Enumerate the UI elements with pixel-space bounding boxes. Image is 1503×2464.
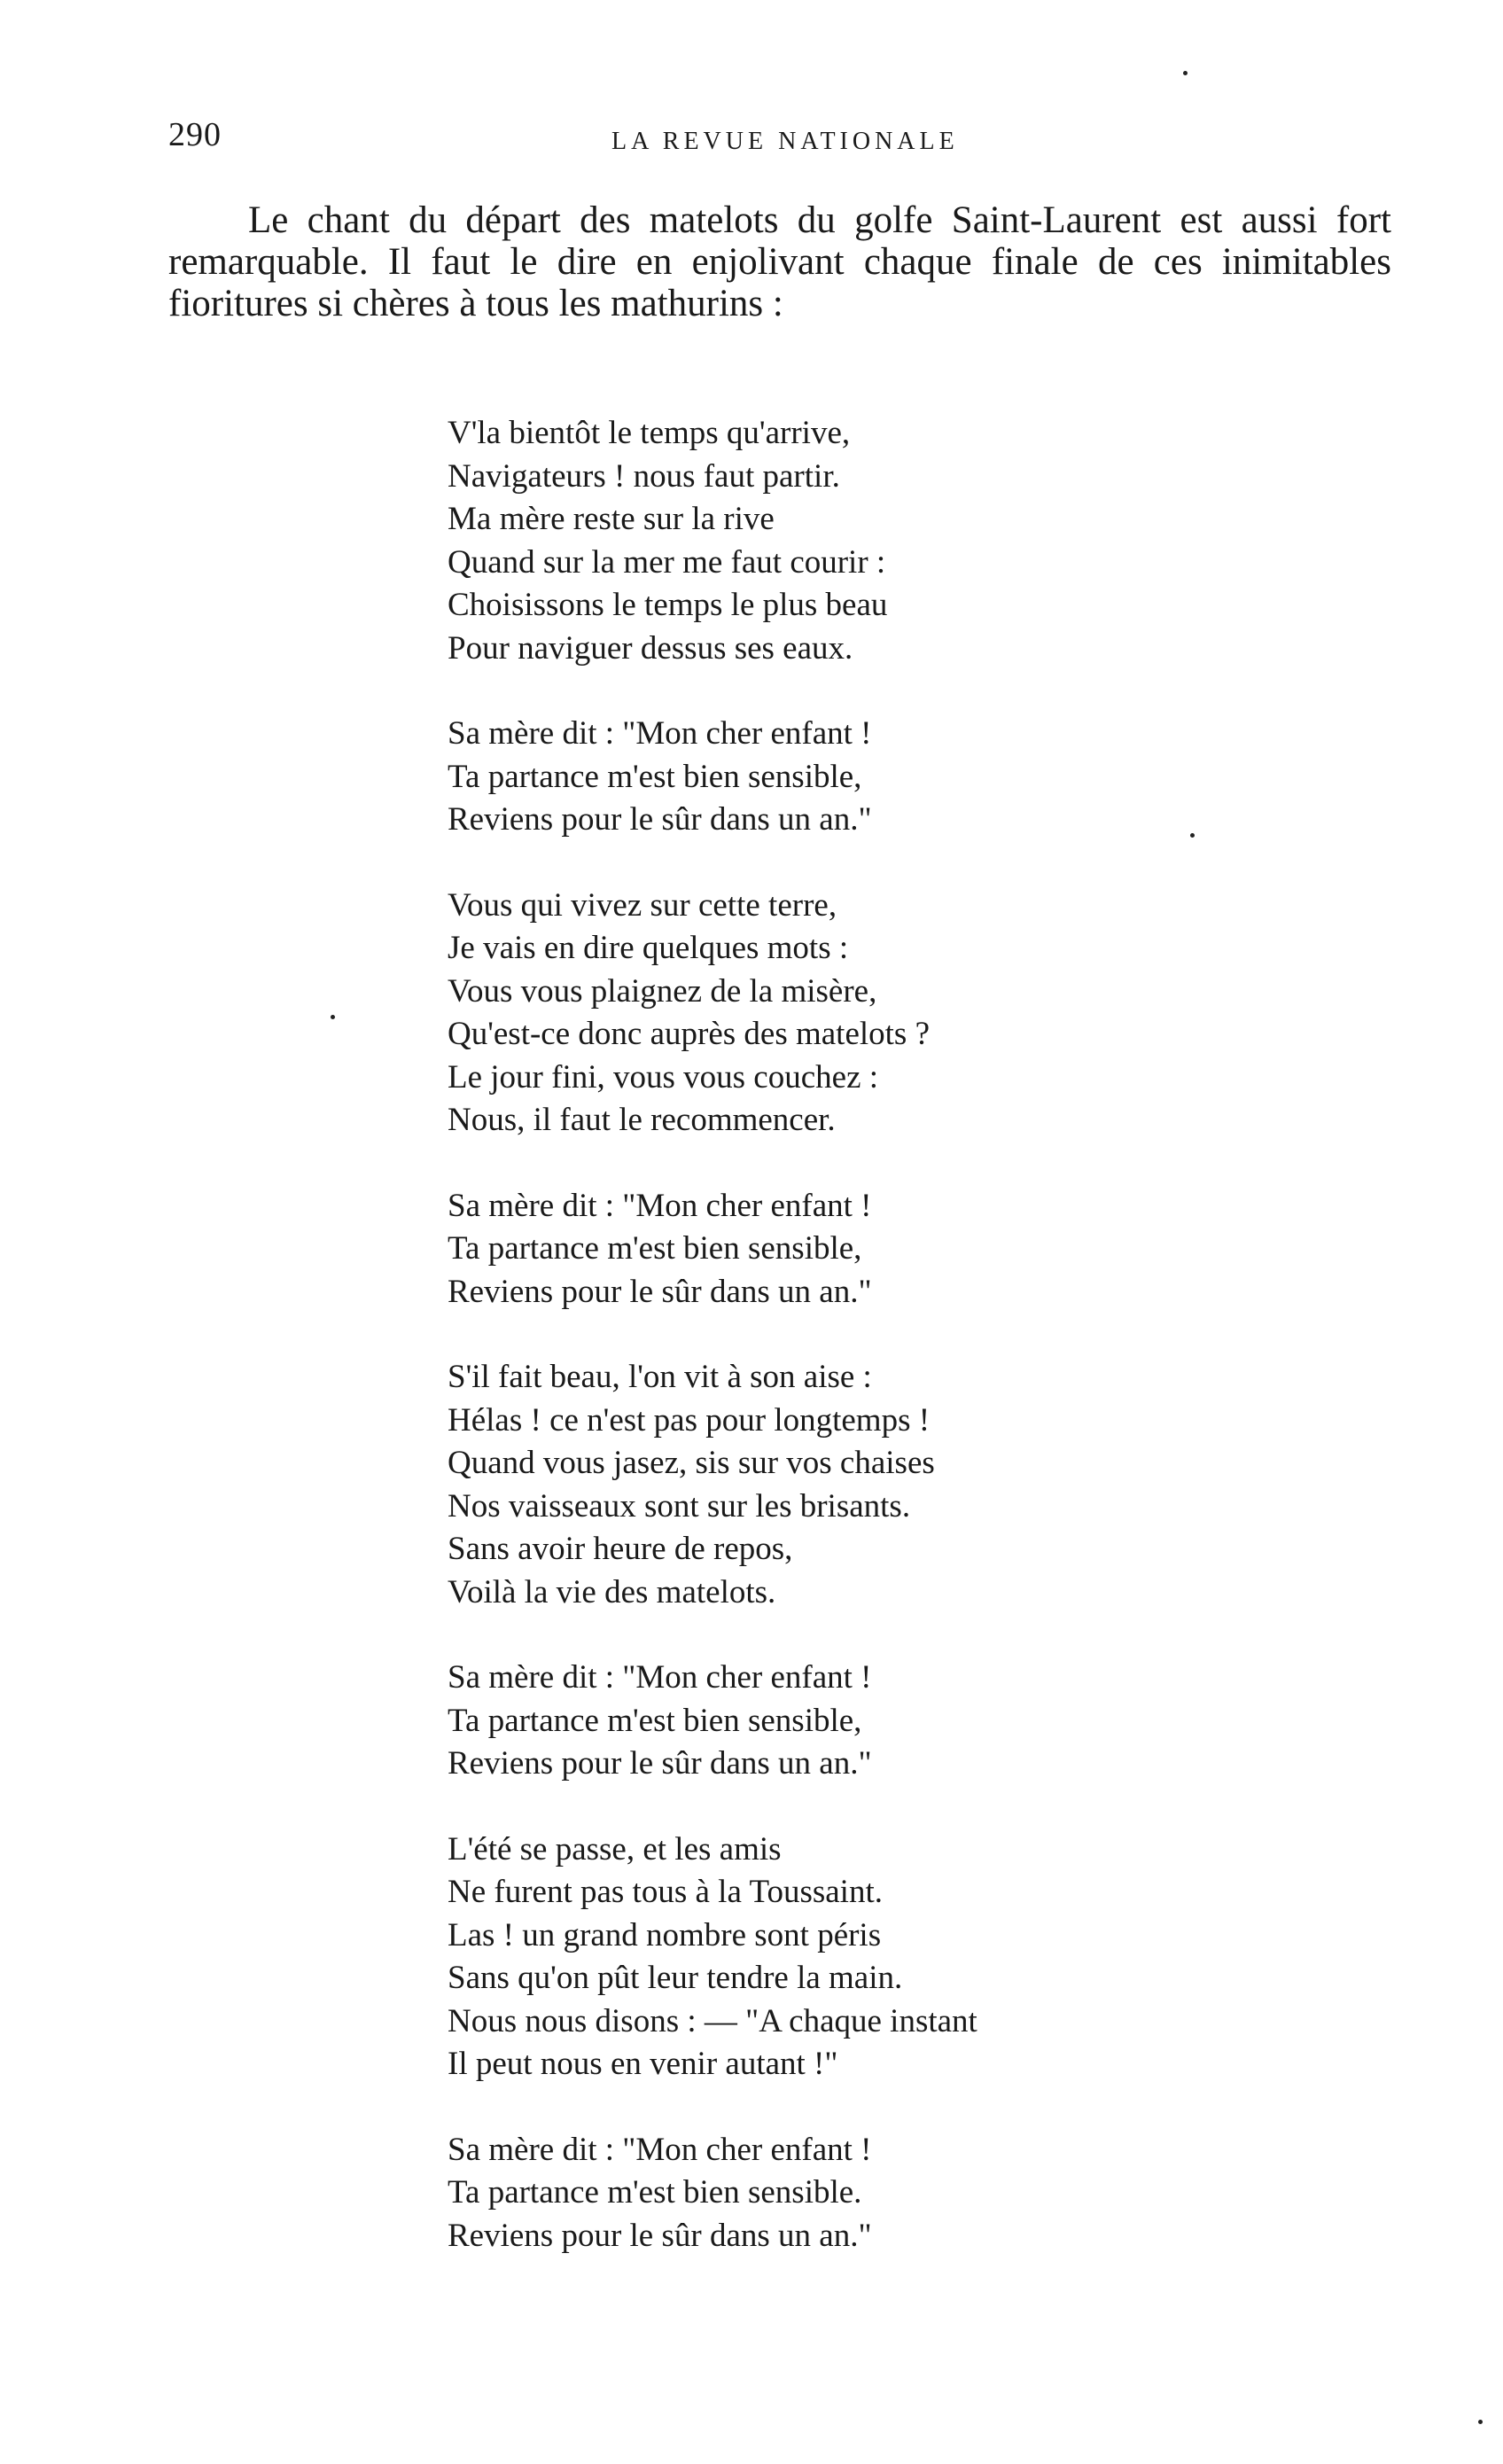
poem-line: S'il fait beau, l'on vit à son aise : bbox=[448, 1359, 872, 1395]
poem-stanza bbox=[448, 412, 977, 670]
poem-stanza bbox=[448, 1185, 977, 1314]
poem-line: Las ! un grand nombre sont péris bbox=[448, 1916, 882, 1953]
poem-line: Sa mère dit : "Mon cher enfant ! bbox=[448, 715, 872, 752]
print-speck bbox=[1478, 2420, 1483, 2424]
poem-line: Pour naviguer dessus ses eaux. bbox=[448, 629, 853, 667]
print-speck bbox=[331, 1015, 335, 1019]
poem-line: Le jour fini, vous vous couchez : bbox=[448, 1058, 879, 1096]
intro-paragraph-block bbox=[168, 199, 1391, 324]
running-head: LA REVUE NATIONALE bbox=[611, 128, 959, 155]
poem-line: Ta partance m'est bien sensible, bbox=[448, 758, 862, 795]
poem-line: Sa mère dit : "Mon cher enfant ! bbox=[448, 1187, 872, 1224]
poem-line: Vous vous plaignez de la misère, bbox=[448, 972, 877, 1010]
print-speck bbox=[1183, 71, 1188, 75]
poem-line: Reviens pour le sûr dans un an." bbox=[448, 801, 872, 838]
poem-line: Sa mère dit : "Mon cher enfant ! bbox=[448, 2131, 872, 2168]
poem-line: Ta partance m'est bien sensible. bbox=[448, 2174, 862, 2211]
poem-line: Quand vous jasez, sis sur vos chaises bbox=[448, 1445, 935, 1481]
poem-stanza bbox=[448, 1356, 977, 1614]
poem-line: Qu'est-ce donc auprès des matelots ? bbox=[448, 1016, 930, 1052]
poem-line: Ta partance m'est bien sensible, bbox=[448, 1230, 862, 1267]
poem-line: Reviens pour le sûr dans un an." bbox=[448, 1273, 872, 1310]
poem-line: Sa mère dit : "Mon cher enfant ! bbox=[448, 1659, 872, 1696]
intro-paragraph: Le chant du départ des matelots du golfe Saint-Laurent est aussi fort remarquable. Il faut le dire en enjolivant chaque finale de ces inimitables fioritures si chères à tous les mathurins : bbox=[168, 199, 1391, 324]
poem-line: Ne furent pas tous à la Toussaint. bbox=[448, 1874, 883, 1910]
poem-line: Il peut nous en venir autant !" bbox=[448, 2046, 838, 2082]
poem-line: Nos vaisseaux sont sur les brisants. bbox=[448, 1487, 911, 1524]
print-speck bbox=[1190, 833, 1195, 838]
poem-stanza bbox=[448, 1657, 977, 1786]
poem-line: Sans qu'on pût leur tendre la main. bbox=[448, 1960, 903, 1996]
poem-line: Nous, il faut le recommencer. bbox=[448, 1102, 836, 1138]
poem-stanza bbox=[448, 713, 977, 842]
poem-line: Nous nous disons : — "A chaque instant bbox=[448, 2002, 977, 2039]
poem-line: Quand sur la mer me faut courir : bbox=[448, 543, 886, 581]
page-number: 290 bbox=[168, 116, 222, 153]
poem-stanza bbox=[448, 885, 977, 1142]
poem-line: Voilà la vie des matelots. bbox=[448, 1573, 776, 1610]
poem-stanza bbox=[448, 2129, 977, 2258]
poem-stanza bbox=[448, 1829, 977, 2086]
poem-line: L'été se passe, et les amis bbox=[448, 1830, 782, 1867]
poem bbox=[448, 412, 977, 2300]
poem-line: Navigateurs ! nous faut partir. bbox=[448, 457, 840, 495]
poem-line: Hélas ! ce n'est pas pour longtemps ! bbox=[448, 1401, 931, 1439]
poem-line: Ma mère reste sur la rive bbox=[448, 501, 775, 537]
poem-line: Reviens pour le sûr dans un an." bbox=[448, 1745, 872, 1782]
poem-line: Vous qui vivez sur cette terre, bbox=[448, 886, 837, 924]
poem-line: Je vais en dire quelques mots : bbox=[448, 930, 849, 966]
poem-line: Sans avoir heure de repos, bbox=[448, 1531, 793, 1567]
poem-line: Reviens pour le sûr dans un an." bbox=[448, 2217, 872, 2254]
poem-line: Ta partance m'est bien sensible, bbox=[448, 1702, 862, 1739]
poem-line: V'la bientôt le temps qu'arrive, bbox=[448, 415, 851, 451]
poem-line: Choisissons le temps le plus beau bbox=[448, 587, 888, 623]
